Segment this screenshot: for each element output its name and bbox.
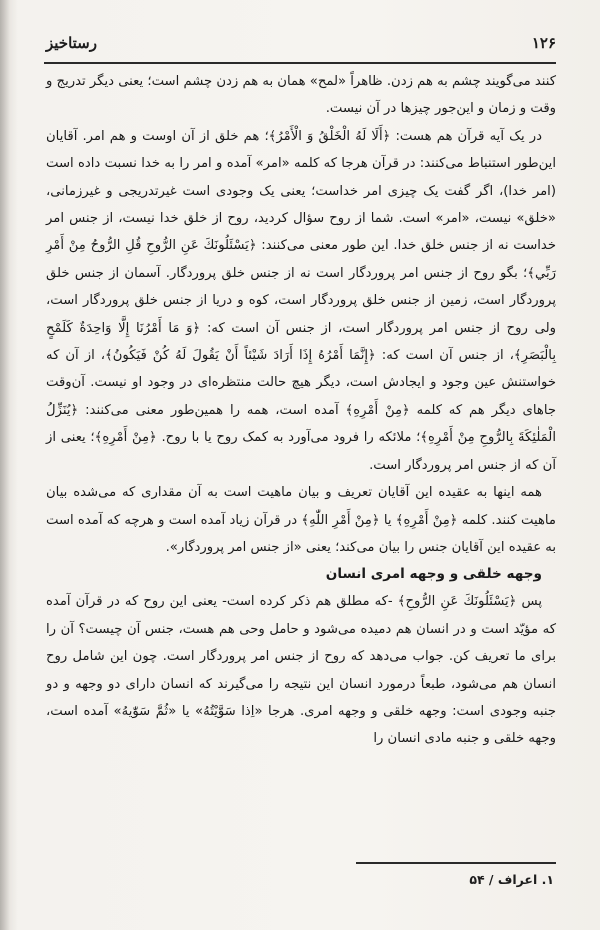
page-number: ۱۲۶ bbox=[531, 34, 556, 52]
page-header bbox=[46, 34, 556, 56]
running-title: رستاخیز bbox=[46, 34, 97, 52]
footnote: ۱. اعراف / ۵۴ bbox=[469, 872, 554, 887]
body-text bbox=[46, 68, 556, 753]
section-heading: وجهه خلقی و وجهه امری انسان bbox=[325, 566, 542, 583]
header-rule bbox=[44, 62, 556, 64]
page-edge-shadow bbox=[0, 0, 10, 930]
paragraph-2: در یک آیه قرآن هم هست: ﴿أَلَا لَهُ الْخَلْقُ وَ الْأَمْرُ﴾؛ هم خلق از آن اوست و هم امر. آقایان این‌طور استنباط می‌کنند: در قرآن هرجا که کلمه «امر» آمده و امر را به خدا نسبت داده است (امر خدا)، اگر گفت یک چیزی امر خداست؛ یعنی یک وجودی است غیرتدریجی و غیرزمانی، «خلق» نیست، «امر» است. شما از روح سؤال کردید، روح از خلق خدا نیست، از جنس امر خداست نه از جنس خلق خدا. این طور معنی می‌کنند: ﴿يَسْئَلُونَكَ عَنِ الرُّوحِ قُلِ الرُّوحُ مِنْ أَمْرِ رَبِّي﴾؛ بگو روح از جنس امر پروردگار است نه از جنس خلق پروردگار. آسمان از جنس خلق پروردگار است، زمین از جنس خلق پروردگار است، کوه و دریا از جنس خلق پروردگار است، ولی روح از جنس امر پروردگار است، از جنس آن است که: ﴿وَ مَا أَمْرُنَا إِلَّا وَاحِدَةٌ كَلَمْحٍ بِالْبَصَرِ﴾، از جنس آن است که: ﴿إِنَّمَا أَمْرُهُ إِذَا أَرَادَ شَيْئاً أَنْ يَقُولَ لَهُ كُنْ فَيَكُونُ﴾، از آن که خواستنش عین وجود و ایجادش است، دیگر هیچ حالت منتظره‌ای در وجود او نیست. آن‌وقت جاهای دیگر هم که کلمه ﴿مِنْ أَمْرِهِ﴾ آمده است، همه را همین‌طور معنی می‌کنند: ﴿يُنَزِّلُ الْمَلٰئِكَةَ بِالرُّوحِ مِنْ أَمْرِهِ﴾؛ ملائکه را فرود می‌آورد به کمک روح یا با روح. ﴿مِنْ أَمْرِهِ﴾؛ یعنی از آن که از جنس امر پروردگار است. bbox=[46, 128, 556, 473]
paragraph-3: همه اینها به عقیده این آقایان تعریف و بیان ماهیت است به آن مقداری که می‌شده بیان ماهیت کنند. کلمه ﴿مِنْ أَمْرِهِ﴾ یا ﴿مِنْ أَمْرِ اللّٰهِ﴾ در قرآن زیاد آمده است و هرچه که آمده است به عقیده این آقایان جنس را بیان می‌کند؛ یعنی «از جنس امر پروردگار». bbox=[46, 485, 556, 555]
paragraph-1: کنند می‌گویند چشم به هم زدن. ظاهراً «لمح» همان به هم زدن چشم است؛ یعنی دیگر تدریج و وقت و زمان و این‌جور چیزها در آن نیست. bbox=[46, 74, 556, 117]
footnote-rule bbox=[356, 862, 556, 864]
section-paragraph: پس ﴿يَسْئَلُونَكَ عَنِ الرُّوحِ﴾ -که مطلق هم ذکر کرده است- یعنی این روح که در قرآن آمده که مؤیّد است و در انسان هم دمیده می‌شود و حامل وحی هم هست، جنس آن چیست؟ آن را برای ما تعریف کن. جواب می‌دهد که روح از جنس امر پروردگار است. چون این شامل روح انسان هم می‌شود، طبعاً درمورد انسان این نتیجه را می‌گیرند که انسان دارای دو وجهه و دو جنبه وجودی است: وجهه خلقی و وجهه امری. هرجا «اِذا سَوَّيْتُهُ» یا «ثُمَّ سَوّٰيهُ» آمده است، وجهه خلقی و جنبه مادی انسان را bbox=[46, 594, 556, 747]
